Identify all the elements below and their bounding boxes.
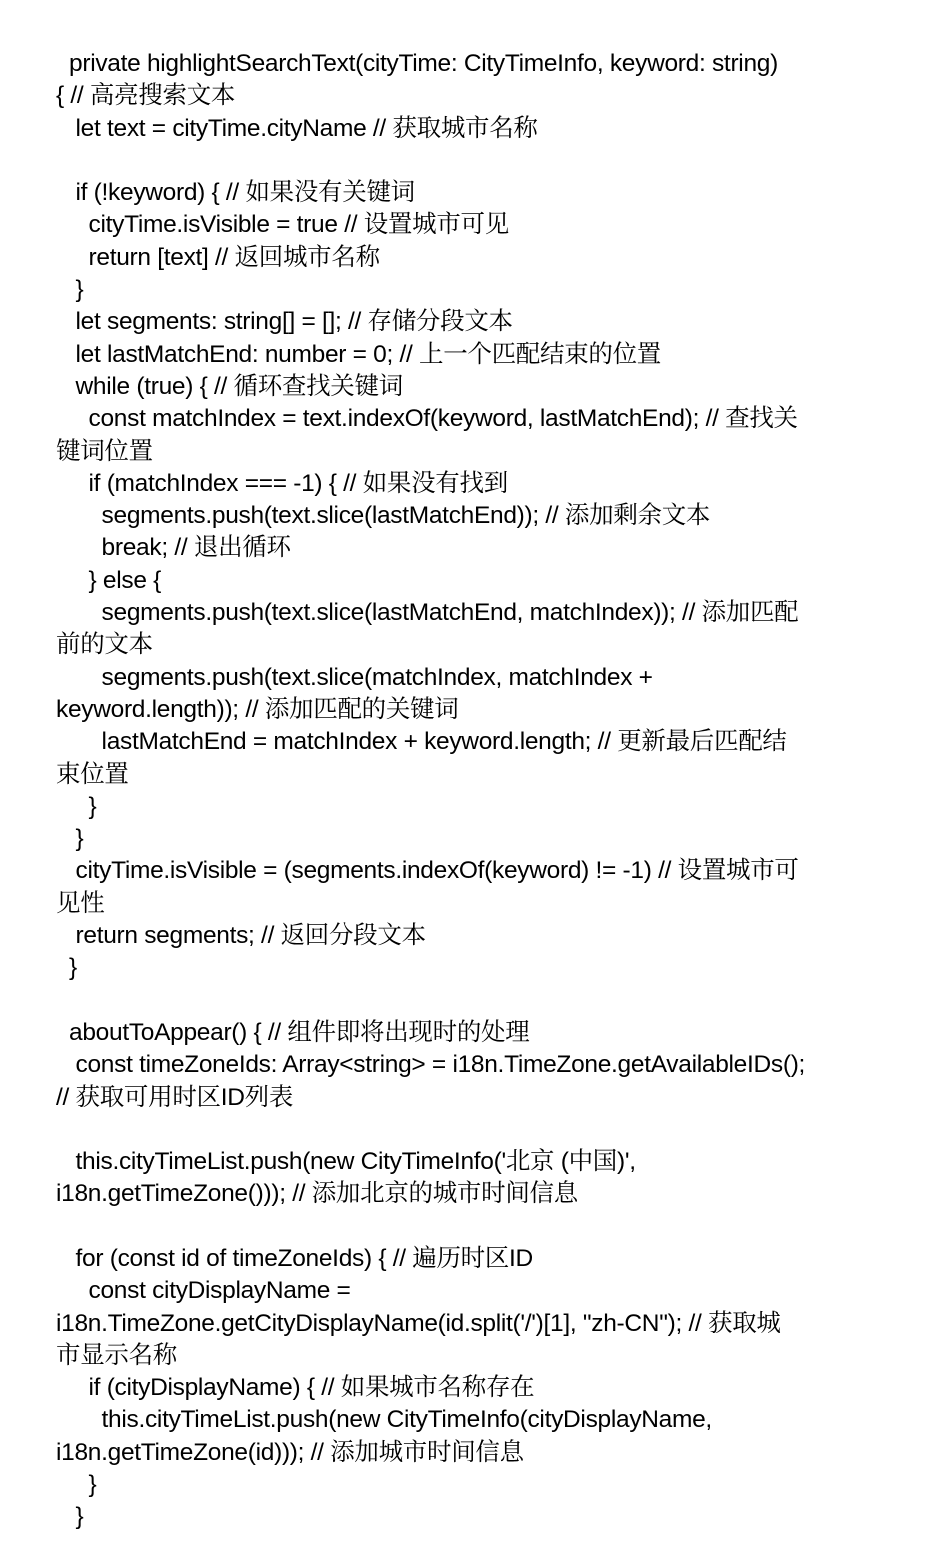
code-line: const timeZoneIds: Array<string> = i18n.TimeZone.getAvailableIDs(); <box>56 1051 806 1079</box>
code-line: } else { <box>56 566 162 594</box>
code-line: segments.push(text.slice(matchIndex, matchIndex + <box>56 663 653 691</box>
code-line <box>56 145 916 177</box>
code-line: } <box>56 954 77 982</box>
code-line: cityTime.isVisible = true // 设置城市可见 <box>56 211 509 239</box>
code-line: } <box>56 792 97 820</box>
code-line: keyword.length)); // 添加匹配的关键词 <box>56 695 459 723</box>
code-line: for (const id of timeZoneIds) { // 遍历时区ID <box>56 1244 533 1272</box>
code-line <box>56 985 916 1017</box>
code-line <box>56 1114 916 1146</box>
code-line: cityTime.isVisible = (segments.indexOf(keyword) != -1) // 设置城市可 <box>56 857 799 885</box>
code-line: 键词位置 <box>56 437 153 465</box>
code-line: } <box>56 276 84 304</box>
code-line: } <box>56 825 84 853</box>
code-line: 前的文本 <box>56 631 153 659</box>
code-line: lastMatchEnd = matchIndex + keyword.length; // 更新最后匹配结 <box>56 728 787 756</box>
code-line: this.cityTimeList.push(new CityTimeInfo(cityDisplayName, <box>56 1406 712 1434</box>
code-line: aboutToAppear() { // 组件即将出现时的处理 <box>56 1018 530 1046</box>
code-line: } <box>56 1471 97 1499</box>
code-line: } <box>56 1503 84 1531</box>
code-line: 市显示名称 <box>56 1341 177 1369</box>
code-line: segments.push(text.slice(lastMatchEnd)); // 添加剩余文本 <box>56 502 711 530</box>
code-line: 见性 <box>56 889 105 917</box>
code-line: i18n.getTimeZone())); // 添加北京的城市时间信息 <box>56 1180 578 1208</box>
code-line: i18n.TimeZone.getCityDisplayName(id.split('/')[1], "zh-CN"); // 获取城 <box>56 1309 781 1337</box>
code-line: if (cityDisplayName) { // 如果城市名称存在 <box>56 1374 535 1402</box>
code-line: i18n.getTimeZone(id))); // 添加城市时间信息 <box>56 1438 524 1466</box>
code-line: if (matchIndex === -1) { // 如果没有找到 <box>56 469 508 497</box>
code-line: private highlightSearchText(cityTime: CityTimeInfo, keyword: string) <box>56 50 778 77</box>
code-line: while (true) { // 循环查找关键词 <box>56 372 403 400</box>
code-document <box>56 48 916 1534</box>
code-line: const matchIndex = text.indexOf(keyword, lastMatchEnd); // 查找关 <box>56 405 798 433</box>
code-line: return segments; // 返回分段文本 <box>56 922 426 950</box>
code-line: if (!keyword) { // 如果没有关键词 <box>56 179 415 207</box>
code-line: const cityDisplayName = <box>56 1277 351 1305</box>
code-line: break; // 退出循环 <box>56 534 291 562</box>
code-line: { // 高亮搜索文本 <box>56 82 236 110</box>
code-line: 束位置 <box>56 760 129 788</box>
code-line <box>56 1211 916 1243</box>
code-line: let text = cityTime.cityName // 获取城市名称 <box>56 114 538 142</box>
code-line: return [text] // 返回城市名称 <box>56 243 380 271</box>
code-line: this.cityTimeList.push(new CityTimeInfo('北京 (中国)', <box>56 1148 636 1176</box>
code-line: let segments: string[] = []; // 存储分段文本 <box>56 308 513 336</box>
code-line: segments.push(text.slice(lastMatchEnd, matchIndex)); // 添加匹配 <box>56 599 799 627</box>
code-line: let lastMatchEnd: number = 0; // 上一个匹配结束的位置 <box>56 340 662 368</box>
code-line: // 获取可用时区ID列表 <box>56 1083 294 1111</box>
